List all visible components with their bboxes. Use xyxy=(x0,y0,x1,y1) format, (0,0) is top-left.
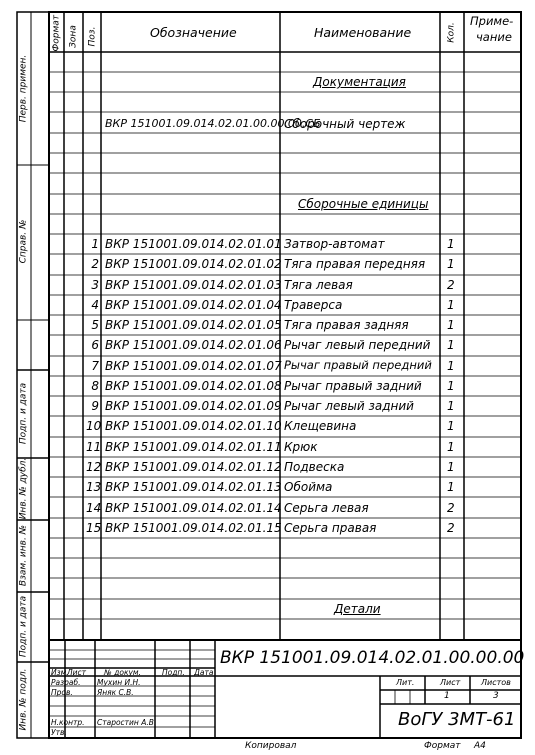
footer-copied: Копировал xyxy=(245,741,297,751)
item-qty: 1 xyxy=(447,440,455,454)
header-note-line1: Приме- xyxy=(470,14,514,28)
item-designation: ВКР 151001.09.014.02.01.09 xyxy=(105,399,282,413)
item-qty: 1 xyxy=(447,257,455,271)
item-qty: 1 xyxy=(447,338,455,352)
title-col-ndokum: № докум. xyxy=(104,668,141,677)
item-pos: 3 xyxy=(91,278,99,292)
item-pos: 6 xyxy=(91,338,99,352)
item-name: Клещевина xyxy=(284,419,357,433)
list-value: 1 xyxy=(444,691,450,701)
item-designation: ВКР 151001.09.014.02.01.11 xyxy=(105,440,282,454)
margin-inv-dubl: Инв. № дубл. xyxy=(18,457,29,520)
header-zone: Зона xyxy=(68,25,79,48)
prov-label: Пров. xyxy=(51,688,73,697)
item-qty: 2 xyxy=(447,521,455,535)
margin-sprav-no: Справ. № xyxy=(18,219,29,264)
section-documentation: Документация xyxy=(313,75,406,89)
item-designation: ВКР 151001.09.014.02.01.06 xyxy=(105,338,282,352)
header-note-line2: чание xyxy=(476,30,512,44)
prov-name: Яняк С.В. xyxy=(97,688,134,697)
listov-value: 3 xyxy=(493,691,499,701)
item-qty: 1 xyxy=(447,379,455,393)
item-qty: 1 xyxy=(447,298,455,312)
item-name: Рычаг правый задний xyxy=(284,379,422,393)
title-col-data: Дата xyxy=(194,668,214,677)
margin-vzam-inv: Взам. инв. № xyxy=(18,524,29,587)
title-col-podp: Подп. xyxy=(162,668,185,677)
item-pos: 7 xyxy=(91,359,99,373)
item-name: Тяга правая передняя xyxy=(284,257,426,271)
item-name: Подвеска xyxy=(284,460,345,474)
assembly-drawing-name: Сборочный чертеж xyxy=(284,117,406,131)
item-designation: ВКР 151001.09.014.02.01.15 xyxy=(105,521,282,535)
item-pos: 12 xyxy=(86,460,102,474)
item-designation: ВКР 151001.09.014.02.01.03 xyxy=(105,278,282,292)
item-pos: 13 xyxy=(86,480,102,494)
item-designation: ВКР 151001.09.014.02.01.12 xyxy=(105,460,282,474)
item-name: Серьга левая xyxy=(284,501,369,515)
assembly-drawing-designation: ВКР 151001.09.014.02.01.00.00.00.СБ xyxy=(105,117,321,130)
header-qty: Кол. xyxy=(446,22,457,43)
item-name: Рычаг левый передний xyxy=(284,338,431,352)
header-pos: Поз. xyxy=(87,26,98,47)
item-name: Траверса xyxy=(284,298,343,312)
item-qty: 2 xyxy=(447,501,455,515)
item-pos: 8 xyxy=(91,379,99,393)
section-parts: Детали xyxy=(334,602,381,616)
utv-label: Утв. xyxy=(51,728,67,737)
item-pos: 15 xyxy=(86,521,102,535)
item-qty: 1 xyxy=(447,480,455,494)
title-col-izm: Изм. xyxy=(51,668,69,677)
item-pos: 9 xyxy=(91,399,99,413)
item-designation: ВКР 151001.09.014.02.01.05 xyxy=(105,318,282,332)
nkontr-name: Старостин А.В. xyxy=(97,718,157,727)
item-qty: 1 xyxy=(447,237,455,251)
listov-label: Листов xyxy=(481,678,511,687)
item-pos: 1 xyxy=(91,237,99,251)
nkontr-label: Н.контр. xyxy=(51,718,85,727)
section-assembly-units: Сборочные единицы xyxy=(298,197,429,211)
margin-perv-primen: Перв. примен. xyxy=(18,54,29,123)
list-label: Лист xyxy=(440,678,461,687)
margin-inv-podl: Инв. № подл. xyxy=(18,668,29,731)
item-qty: 1 xyxy=(447,419,455,433)
item-pos: 11 xyxy=(86,440,102,454)
item-qty: 1 xyxy=(447,318,455,332)
item-qty: 1 xyxy=(447,359,455,373)
header-format: Формат xyxy=(51,14,62,52)
footer-format-label: Формат xyxy=(424,741,461,751)
item-name: Рычаг правый передний xyxy=(284,358,432,372)
item-name: Крюк xyxy=(284,440,318,454)
item-designation: ВКР 151001.09.014.02.01.07 xyxy=(105,359,282,373)
item-pos: 4 xyxy=(91,298,99,312)
footer-format-value: А4 xyxy=(474,741,486,751)
margin-podp-data-2: Подп. и дата xyxy=(18,595,29,658)
item-designation: ВКР 151001.09.014.02.01.02 xyxy=(105,257,282,271)
margin-podp-data-1: Подп. и дата xyxy=(18,382,29,445)
item-designation: ВКР 151001.09.014.02.01.01 xyxy=(105,237,282,251)
item-name: Обойма xyxy=(284,480,333,494)
item-designation: ВКР 151001.09.014.02.01.10 xyxy=(105,419,282,433)
item-name: Затвор-автомат xyxy=(284,237,385,251)
item-name: Тяга левая xyxy=(284,278,353,292)
razrab-name: Мухин И.Н. xyxy=(97,678,141,687)
header-designation: Обозначение xyxy=(150,25,237,40)
item-designation: ВКР 151001.09.014.02.01.14 xyxy=(105,501,282,515)
item-designation: ВКР 151001.09.014.02.01.04 xyxy=(105,298,282,312)
header-name: Наименование xyxy=(314,25,412,40)
item-designation: ВКР 151001.09.014.02.01.13 xyxy=(105,480,282,494)
item-pos: 10 xyxy=(86,419,102,433)
item-designation: ВКР 151001.09.014.02.01.08 xyxy=(105,379,282,393)
item-qty: 1 xyxy=(447,399,455,413)
item-pos: 14 xyxy=(86,501,102,515)
lit-label: Лит. xyxy=(396,678,415,687)
item-qty: 1 xyxy=(447,460,455,474)
title-col-list: Лист xyxy=(67,668,87,677)
item-name: Рычаг левый задний xyxy=(284,399,414,413)
item-name: Тяга правая задняя xyxy=(284,318,409,332)
item-pos: 2 xyxy=(91,257,99,271)
item-pos: 5 xyxy=(91,318,99,332)
razrab-label: Разраб. xyxy=(51,678,81,687)
item-qty: 2 xyxy=(447,278,455,292)
item-name: Серьга правая xyxy=(284,521,377,535)
title-block-designation: ВКР 151001.09.014.02.01.00.00.00 xyxy=(220,648,525,668)
organization: ВоГУ 3МТ-61 xyxy=(398,709,516,730)
